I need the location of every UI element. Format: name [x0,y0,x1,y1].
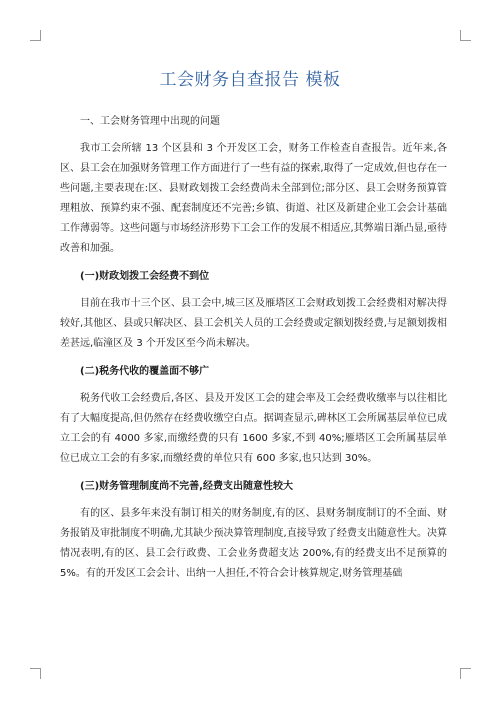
subsection-paragraph-1: 目前在我市十三个区、县工会中,城三区及雁塔区工会财政划拨工会经费相对解决得较好,其他区、县或只解决区、县工会机关人员的工会经费或定额划拨经费,与足额划拨相差甚远,临潼区及 3 个开发区至今尚未解决。 [60,298,447,349]
subsection-paragraph-2: 税务代收工会经费后,各区、县及开发区工会的建会率及工会经费收缴率与以往相比有了大幅度提高,但仍然存在经费收缴空白点。据调查显示,碑林区工会所属基层单位已成立工会的有 4000 多家,而缴经费的只有 1600 多家,不到 40%;雁塔区工会所属基层单位已成立工会的有多家,而缴经费的单位只有 600 多家,也只达到 30%。 [60,393,447,464]
crop-mark-top-right [460,30,471,41]
subsection-heading-1: (一)财政划拨工会经费不到位 [80,271,210,282]
document-body [60,112,447,584]
crop-mark-bottom-left [30,668,41,679]
subsection-paragraph-3: 有的区、县多年来没有制订相关的财务制度,有的区、县财务制度制订的不全面、财务报销及审批制度不明确,尤其缺少预决算管理制度,直接导致了经费支出随意性大。决算情况表明,有的区、县工会行政费、工会业务费超支达 200%,有的经费支出不足预算的 5%。有的开发区工会会计、出纳一人担任,不符合会计核算规定,财务管理基础 [60,508,447,579]
document-title: 工会财务自查报告 模板 [159,70,341,90]
intro-paragraph: 我市工会所辖 13 个区县和 3 个开发区工会，财务工作检查自查报告。近年来,各区、县工会在加强财务管理工作方面进行了一些有益的探索,取得了一定成效,但也存在一些问题,主要表现在:区、县财政划拨工会经费尚未全部到位;部分区、县工会财务预算管理粗放、预算约束不强、配套制度还不完善;乡镇、街道、社区及新建企业工会会计基础工作薄弱等。这些问题与市场经济形势下工会工作的发展不相适应,其弊端日渐凸显,亟待改善和加强。 [60,143,447,254]
subsection-heading-3: (三)财务管理制度尚不完善,经费支出随意性较大 [80,481,293,492]
crop-mark-bottom-right [460,668,471,679]
subsection-heading-2: (二)税务代收的覆盖面不够广 [80,366,210,377]
section-heading: 一、工会财务管理中出现的问题 [80,116,220,127]
crop-mark-top-left [30,30,41,41]
